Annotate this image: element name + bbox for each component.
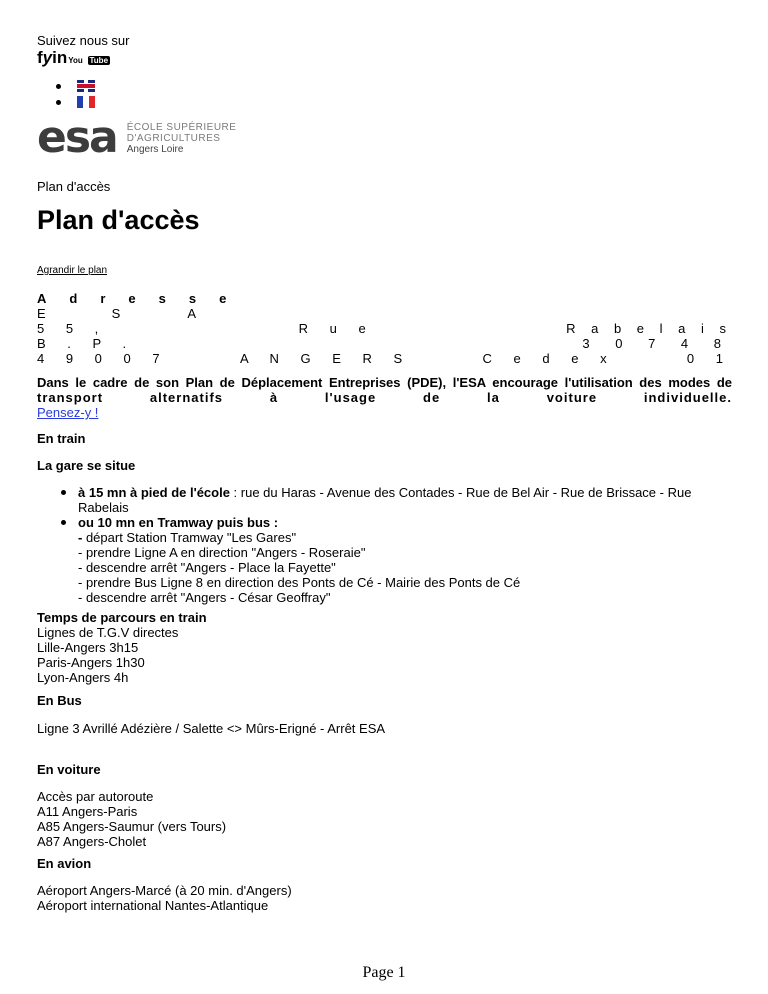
page-title: Plan d'accès (37, 205, 200, 235)
pde-intro: Dans le cadre de son Plan de Déplacement Entreprises (PDE), l'ESA encourage l'utilisation des modes de transport alternatifs à l'usage de la voiture individuelle. (37, 375, 732, 405)
language-french[interactable] (56, 94, 95, 110)
train-times: Temps de parcours en train Lignes de T.G.V directes Lille-Angers 3h15 Paris-Angers 1h30 Lyon-Angers 4h (37, 610, 207, 685)
train-options-list (37, 485, 732, 605)
address-heading: A d r e s s e (37, 291, 227, 306)
youtube-icon[interactable]: You Tube (68, 56, 109, 65)
list-item: ou 10 mn en Tramway puis bus : - départ Station Tramway "Les Gares" - prendre Ligne A en direction "Angers - Roseraie" - descendre arrêt "Angers - Place la Fayette" - prendre Bus Ligne 8 en direction des Ponts de Cé - Mairie des Ponts de Cé - descendre arrêt "Angers - César Geoffray" (37, 515, 732, 605)
follow-us-label: Suivez nous sur (37, 33, 130, 48)
train-heading: En train (37, 431, 86, 446)
esa-logo[interactable] (37, 112, 237, 163)
breadcrumb: Plan d'accès (37, 179, 111, 194)
enlarge-map-link[interactable]: Agrandir le plan (37, 265, 108, 276)
address-line-1: E S A (37, 306, 197, 321)
logo-mark: esa (37, 112, 117, 163)
airports: Aéroport Angers-Marcé (à 20 min. d'Angers) Aéroport international Nantes-Atlantique (37, 883, 292, 913)
address-line-3: B . P . 3 0 7 4 8 (37, 336, 732, 351)
language-switcher (56, 78, 95, 110)
car-heading: En voiture (37, 762, 101, 777)
bus-line: Ligne 3 Avrillé Adézière / Salette <> Mûrs-Erigné - Arrêt ESA (37, 721, 386, 736)
linkedin-icon[interactable]: in (52, 48, 68, 67)
plane-heading: En avion (37, 856, 92, 871)
address-line-4: 4 9 0 0 7 A N G E R S C e d e x 0 1 (37, 351, 732, 366)
language-english[interactable] (56, 78, 95, 94)
france-flag-icon[interactable] (77, 96, 95, 108)
address-block (37, 291, 732, 366)
logo-text: ÉCOLE SUPÉRIEURE D'AGRICULTURES Angers Loire (126, 121, 237, 155)
list-item: à 15 mn à pied de l'école : rue du Haras - Avenue des Contades - Rue de Bel Air - Rue de Brissace - Rue Rabelais (37, 485, 732, 515)
car-routes: Accès par autoroute A11 Angers-Paris A85 Angers-Saumur (vers Tours) A87 Angers-Cholet (37, 789, 227, 849)
address-line-2: 5 5 , R u e R a b e l a i s (37, 321, 732, 336)
think-about-it-link[interactable]: Pensez-y ! (37, 405, 99, 420)
station-heading: La gare se situe (37, 458, 136, 473)
bus-heading: En Bus (37, 693, 82, 708)
page-number: Page 1 (362, 964, 406, 981)
uk-flag-icon[interactable] (77, 80, 95, 92)
twitter-icon[interactable]: y (42, 48, 53, 67)
facebook-icon[interactable]: f (37, 48, 43, 67)
social-links (37, 49, 110, 65)
